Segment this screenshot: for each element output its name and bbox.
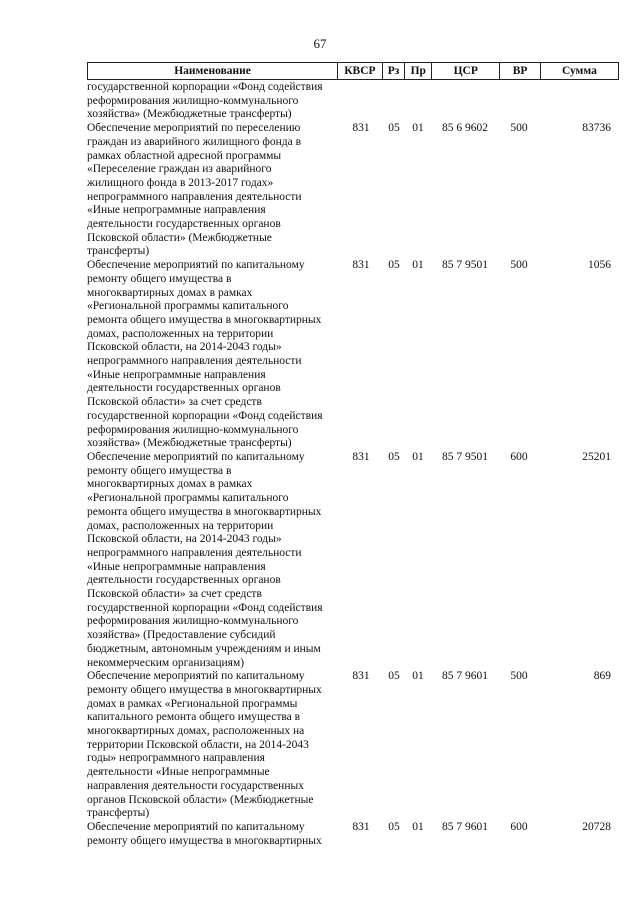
row-rz: 05 <box>388 450 400 463</box>
table-row <box>87 259 619 451</box>
row-name: Обеспечение мероприятий по капитальному ремонту общего имущества в многоквартирных домах в рамках «Региональной программы капитального ремонта общего имущества в многоквартирных домах, расположенных на территории Псковской области, на 2014-2043 годы» непрограммного направления деятельности «Иные непрограммные направления деятельности государственных органов Псковской области» за счет средств государственной корпорации «Фонд содействия реформирования жилищно-коммунального хозяйства» (Предоставление субсидий бюджетным, автономным учреждениям и иным некоммерческим организациям) <box>87 450 323 669</box>
row-rz: 05 <box>388 670 400 683</box>
header-pr: Пр <box>404 63 431 79</box>
row-csr: 85 7 9601 <box>442 670 488 683</box>
row-kvsr: 831 <box>352 450 370 463</box>
row-rz: 05 <box>388 259 400 272</box>
row-vr: 500 <box>510 259 528 272</box>
row-name: Обеспечение мероприятий по переселению граждан из аварийного жилищного фонда в рамках областной адресной программы «Переселение граждан из аварийного жилищного фонда в 2013-2017 годах» непрограммного направления деятельности «Иные непрограммные направления деятельности государственных органов Псковской области» (Межбюджетные трансферты) <box>87 122 302 258</box>
row-pr: 01 <box>412 820 424 833</box>
row-csr: 85 7 9501 <box>442 259 488 272</box>
header-kvsr: КВСР <box>337 63 382 79</box>
row-kvsr: 831 <box>352 122 370 135</box>
row-vr: 600 <box>510 820 528 833</box>
row-vr <box>499 81 539 122</box>
row-pr: 01 <box>412 670 424 683</box>
row-csr <box>431 81 499 122</box>
row-sum: 20728 <box>582 820 611 833</box>
row-rz: 05 <box>388 820 400 833</box>
row-pr <box>405 81 431 122</box>
row-rz: 05 <box>388 122 400 135</box>
header-sum: Сумма <box>540 63 618 79</box>
budget-table <box>87 62 619 848</box>
table-header <box>87 62 619 80</box>
row-csr: 85 6 9602 <box>442 122 488 135</box>
row-pr: 01 <box>412 259 424 272</box>
table-row <box>87 821 619 848</box>
row-sum: 1056 <box>588 259 611 272</box>
row-rz <box>383 81 405 122</box>
table-row <box>87 451 619 670</box>
row-sum: 869 <box>593 670 611 683</box>
row-pr: 01 <box>412 450 424 463</box>
row-csr: 85 7 9501 <box>442 450 488 463</box>
row-csr: 85 7 9601 <box>442 820 488 833</box>
row-vr: 500 <box>510 122 528 135</box>
row-name: Обеспечение мероприятий по капитальному ремонту общего имущества в многоквартирных <box>87 820 322 847</box>
row-kvsr: 831 <box>352 820 370 833</box>
row-vr: 500 <box>510 670 528 683</box>
row-kvsr: 831 <box>352 670 370 683</box>
row-name: государственной корпорации «Фонд содействия реформирования жилищно-коммунального хозяйства» (Межбюджетные трансферты) <box>87 81 323 121</box>
row-vr: 600 <box>510 450 528 463</box>
row-sum: 83736 <box>582 122 611 135</box>
table-row <box>87 81 619 122</box>
header-csr: ЦСР <box>431 63 499 79</box>
row-pr: 01 <box>412 122 424 135</box>
page-number: 67 <box>313 36 327 51</box>
header-rz: Рз <box>382 63 405 79</box>
row-sum: 25201 <box>582 450 611 463</box>
row-name: Обеспечение мероприятий по капитальному ремонту общего имущества в многоквартирных домах в рамках «Региональной программы капитального ремонта общего имущества в многоквартирных домах, расположенных на территории Псковской области, на 2014-2043 годы» непрограммного направления деятельности «Иные непрограммные направления деятельности государственных органов Псковской области» (Межбюджетные трансферты) <box>87 670 322 820</box>
table-row <box>87 670 619 821</box>
row-sum <box>539 81 617 122</box>
row-kvsr <box>339 81 383 122</box>
header-name: Наименование <box>174 65 251 77</box>
row-name: Обеспечение мероприятий по капитальному ремонту общего имущества в многоквартирных домах в рамках «Региональной программы капитального ремонта общего имущества в многоквартирных домах, расположенных на территории Псковской области, на 2014-2043 годы» непрограммного направления деятельности «Иные непрограммные направления деятельности государственных органов Псковской области» за счет средств государственной корпорации «Фонд содействия реформирования жилищно-коммунального хозяйства» (Межбюджетные трансферты) <box>87 259 323 450</box>
row-kvsr: 831 <box>352 259 370 272</box>
header-vr: ВР <box>499 63 540 79</box>
table-row <box>87 122 619 259</box>
